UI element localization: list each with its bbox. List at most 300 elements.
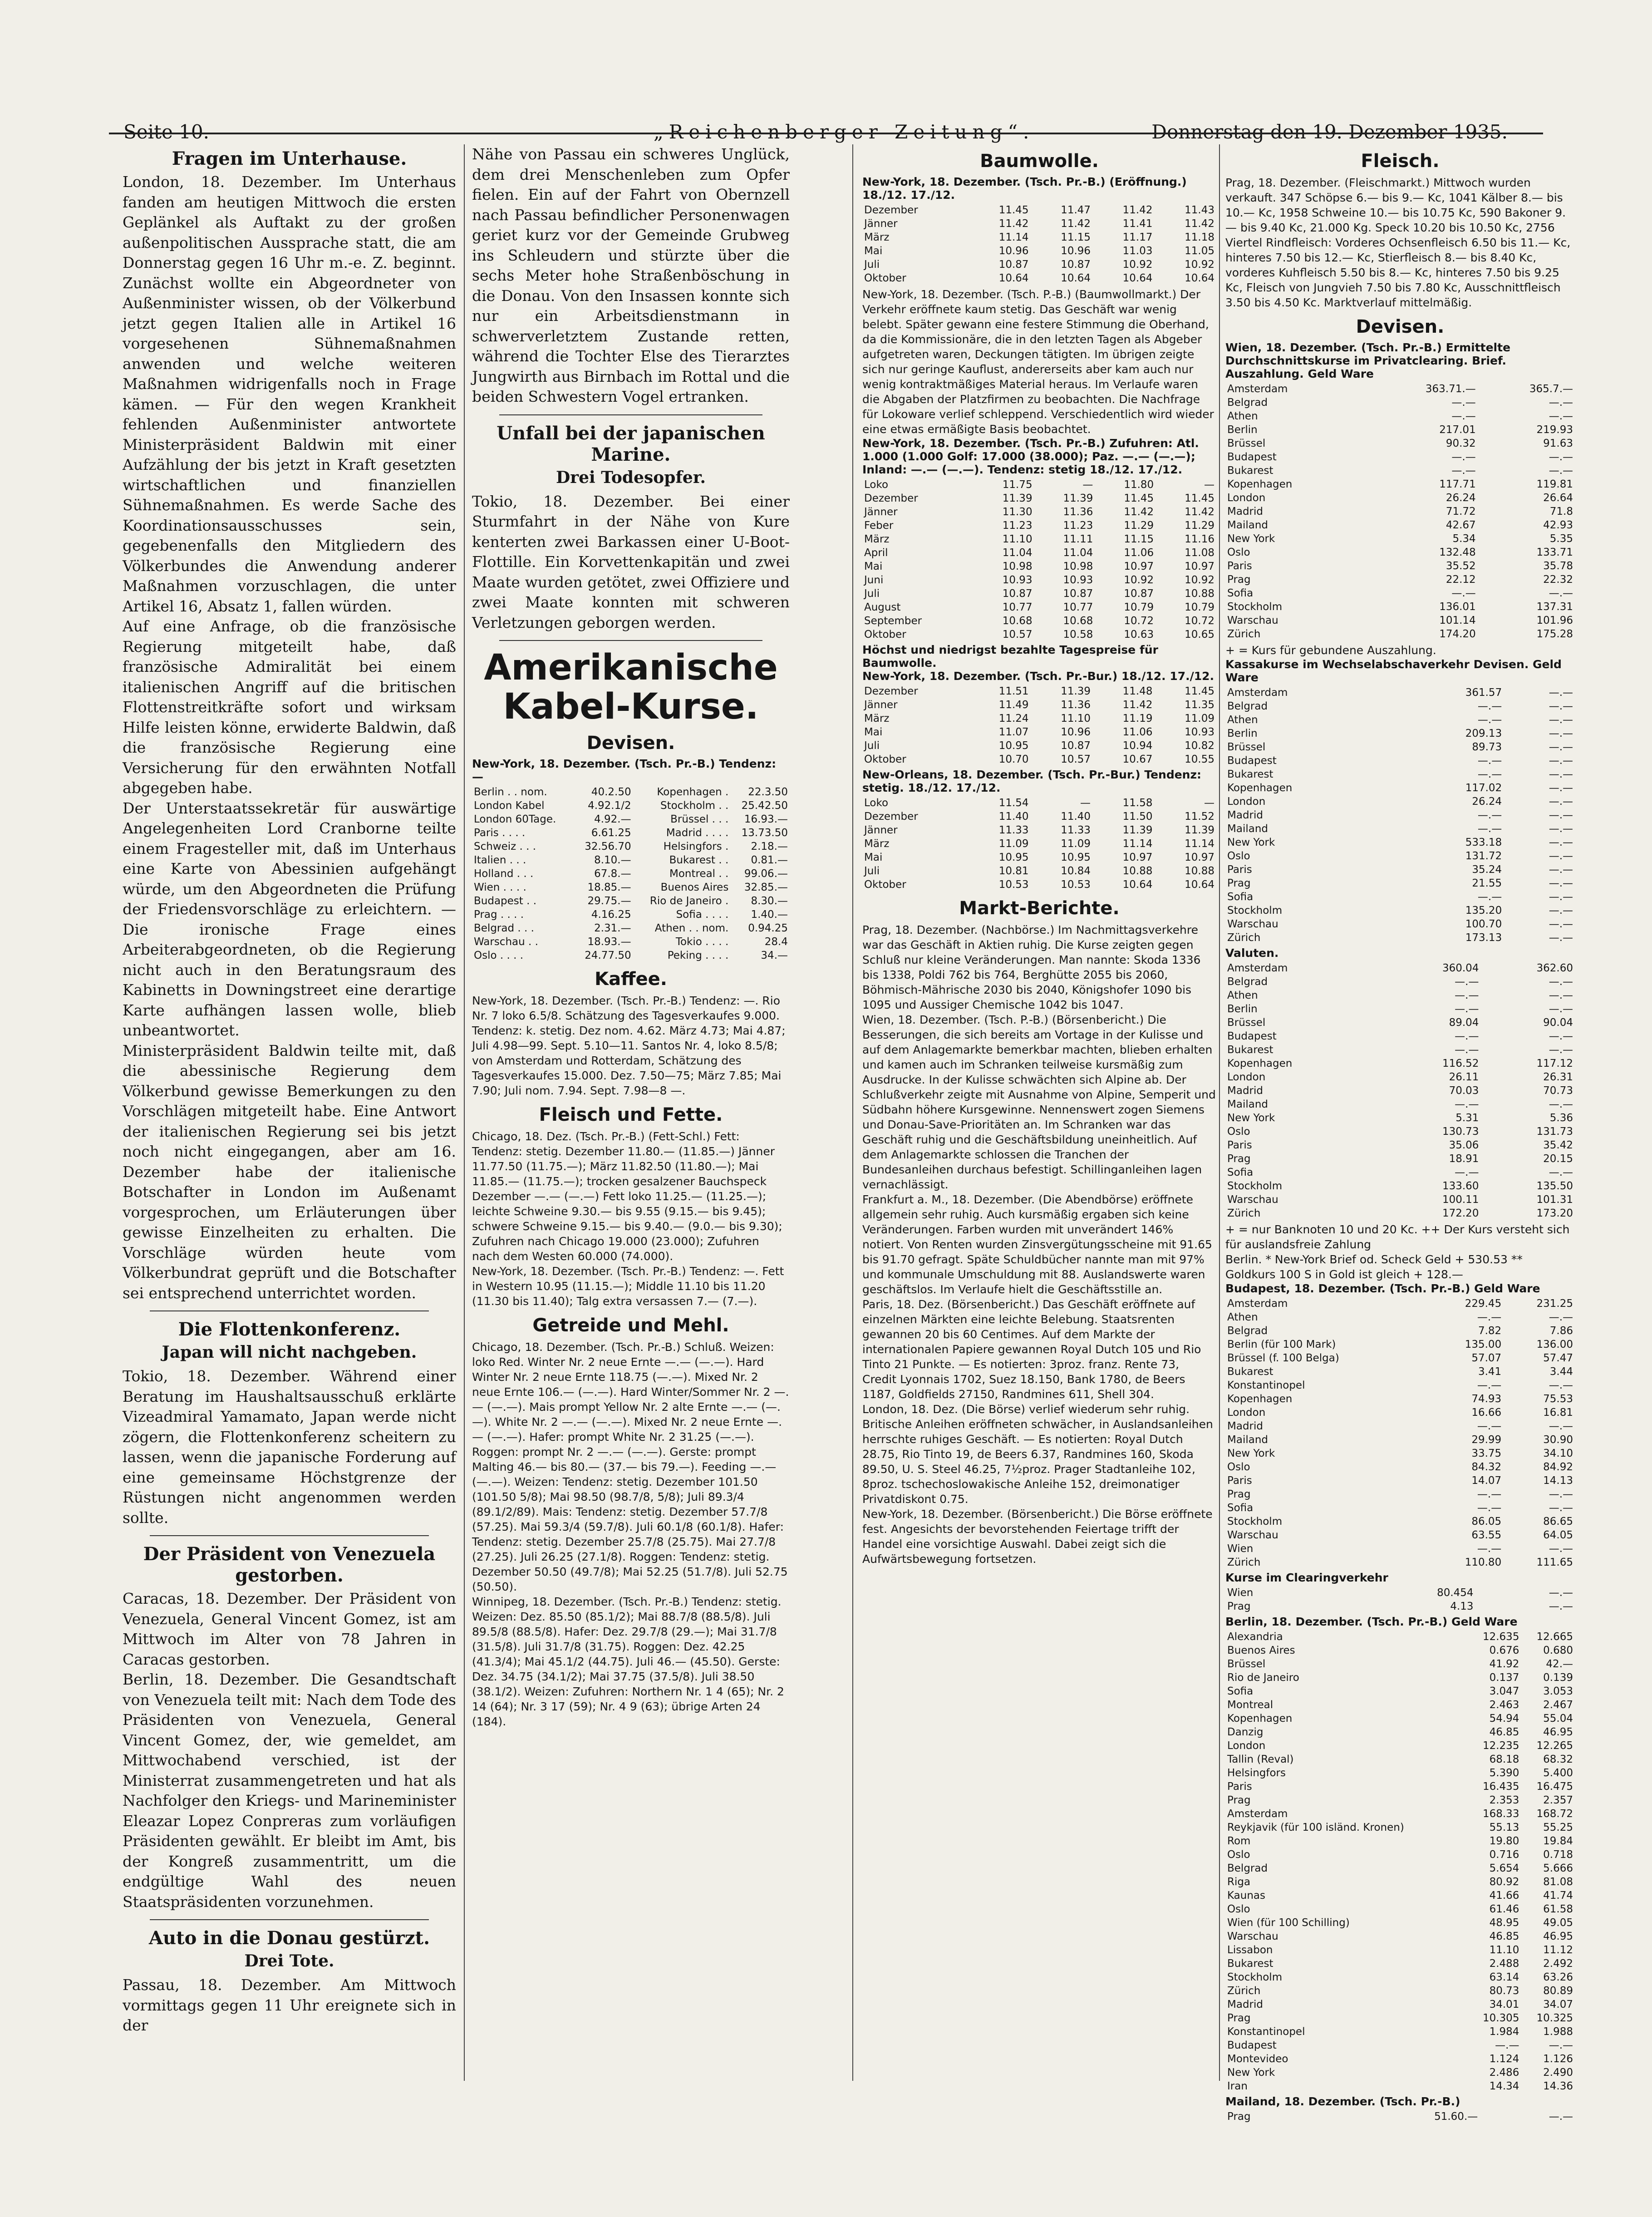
rate-value: —.— [1477,1311,1502,1323]
rate-value: 111.65 [1536,1557,1573,1568]
rate-value: 10.92 [1185,259,1214,271]
table-row [1225,1766,1575,1780]
row-label: Warschau [1227,918,1278,930]
table-row [1225,1460,1575,1474]
rates-table [1225,1297,1575,1569]
row-label: Oslo . . . . [474,950,524,961]
rate-value: 2.463 [1489,1699,1519,1711]
rate-value: Kopenhagen . [657,786,729,798]
table-row [1225,904,1575,917]
row-label: New York [1227,1112,1275,1124]
row-label: Budapest [1227,2040,1277,2051]
row-label: Athen [1227,714,1258,726]
rate-value: 135.20 [1465,905,1502,916]
rate-value: 11.06 [1124,547,1154,559]
rate-value: —.— [1549,877,1573,889]
rate-value: 51.60.— [1434,2111,1478,2123]
rate-value: 10.92 [1185,574,1214,586]
rate-value: 10.70 [998,754,1029,765]
rate-value: 11.07 [998,726,1029,738]
row-label: September [864,615,922,627]
table-header: New-Orleans, 18. Dezember. (Tsch. Pr.-Bur.) Tendenz: stetig. 18./12. 17./12. [862,768,1202,794]
rate-value: — [1204,797,1214,809]
row-label: Mailand [1227,823,1268,835]
article-subtitle: Japan will nicht nachgeben. [162,1343,417,1362]
rate-value: —.— [1549,796,1573,808]
rate-value: 10.95 [1061,852,1091,863]
table-row [472,881,790,894]
rate-value: 10.64 [1122,879,1153,891]
table-row [862,796,1216,810]
rate-value: —.— [1549,782,1573,794]
row-label: Budapest [1227,755,1277,767]
rate-value: 133.71 [1536,547,1573,558]
table-row [1225,1600,1575,1613]
table-row [1225,863,1575,877]
rate-value: —.— [1549,990,1573,1001]
table-row [1225,1379,1575,1392]
table-row [1225,1671,1575,1685]
table-row [862,685,1216,698]
rate-value: 26.64 [1543,492,1573,504]
rate-value: 11.39 [1063,493,1093,504]
rate-value: —.— [1451,410,1476,422]
rate-value: 57.07 [1471,1352,1502,1364]
rate-value: 11.40 [998,811,1029,823]
rate-value: 35.52 [1446,560,1476,572]
rate-value: 11.30 [1002,506,1032,518]
rate-value: 5.35 [1549,533,1573,545]
row-label: Amsterdam [1227,962,1288,974]
rate-value: 11.47 [1061,204,1091,216]
rate-value: 11.51 [998,685,1029,697]
rate-value: 175.28 [1536,628,1573,640]
table-row [1225,1916,1575,1930]
rate-value: 74.93 [1471,1393,1502,1405]
rate-value: 11.39 [1002,493,1032,504]
rate-value: —.— [1549,837,1573,848]
rate-value: 131.73 [1536,1126,1573,1138]
table-row [862,851,1216,864]
table-row [862,878,1216,892]
rate-value: 11.23 [1002,520,1032,532]
table-row [1225,1971,1575,1984]
row-label: Jänner [864,218,898,230]
rate-value: 71.8 [1549,506,1573,517]
table-header: Mailand, 18. Dezember. (Tsch. Pr.-B.) [1225,2095,1460,2108]
rate-value: — [1204,479,1214,491]
rate-value: 75.53 [1543,1393,1573,1405]
rate-value: Madrid . . . . [666,827,729,839]
table-row [1225,1002,1575,1016]
table-row [1225,1324,1575,1338]
row-label: Jänner [864,506,898,518]
section-title: Devisen. [586,733,675,754]
table-row [1225,877,1575,890]
rate-value: 70.73 [1543,1085,1573,1097]
row-label: Berlin (für 100 Mark) [1227,1339,1336,1350]
table-row [862,203,1216,217]
row-label: Schweiz . . . [474,841,536,852]
row-label: Helsingfors [1227,1767,1286,1779]
rate-value: 10.97 [1185,561,1214,572]
table-row [862,217,1216,231]
rate-value: 11.10 [1489,1944,1519,1956]
row-label: Amsterdam [1227,1298,1288,1310]
rate-value: 100.70 [1465,918,1502,930]
article-paragraph: Tokio, 18. Dezember. Bei einer Sturmfahrt in der Nähe von Kure kenterten zwei Barkassen einer U-Boot-Flottille. Ein Korvettenkapitän und zwei Maate wurden getötet, zwei Offiziere und zwei Maate konnten mit schweren Verletzungen geborgen werden. [472,492,790,631]
row-label: London 60Tage. [474,813,556,825]
rate-value: 18.91 [1449,1153,1479,1165]
rate-value: 35.24 [1472,864,1502,876]
rate-value: 21.55 [1472,877,1502,889]
row-label: London [1227,1071,1266,1083]
rate-value: —.— [1451,465,1476,477]
rate-value: 11.04 [1063,547,1093,559]
rate-value: 11.45 [1124,493,1154,504]
rate-value: 11.40 [1061,811,1091,823]
row-label: Juli [864,865,880,877]
table-row [862,587,1216,601]
table-row [1225,1179,1575,1193]
rate-value: 101.31 [1536,1194,1573,1206]
table-row [1225,1030,1575,1043]
row-label: Athen [1227,990,1258,1001]
article-title: Der Präsident von Venezuela gestorben. [143,1543,436,1586]
table-row [1225,975,1575,989]
rate-value: 32.56.70 [585,841,631,852]
rate-value: —.— [1477,700,1502,712]
table-row [472,894,790,908]
table-row [1225,1207,1575,1220]
column-rule [1219,144,1220,2081]
table-header: New-York, 18. Dezember. (Tsch. Pr.-Bur.) 18./12. 17./12. [862,670,1214,683]
article-paragraph: London, 18. Dezember. Im Unterhaus fanden am heutigen Mittwoch die ersten Geplänkel als Auftakt zu der großen außenpolitischen Aussprache statt, die am Donnerstag gegen 16 Uhr m.-e. Z. beginnt. Zunächst wollte ein Abgeordneter von Außenminister wissen, ob der Völkerbund jetzt gegen Italien alle in Artikel 16 vorgesehenen Sühnemaßnahmen anwenden und welche weiteren Maßnahmen widrigenfalls noch in Frage kämen. — Für den wegen Krankheit fehlenden Außenminister antwortete Ministerpräsident Baldwin mit einer Aufzählung der bis jetzt in Kraft gesetzten wirtschaftlichen und finanziellen Sühnemaßnahmen. Es werde Sache des Koordinationsausschusses sein, gegebenenfalls den Mitgliedern des Völkerbundes die Anwendung anderer Maßnahmen vorzuschlagen, die unter Artikel 16, Absatz 1, fallen würden. [123,173,456,615]
rate-value: 0.716 [1489,1849,1519,1861]
rate-value: 22.12 [1446,574,1476,586]
row-label: Brüssel [1227,438,1266,449]
table-row [1225,1297,1575,1310]
rate-value: 10.305 [1482,2012,1519,2024]
rates-table [1225,1586,1575,1613]
rate-value: 11.15 [1124,533,1154,545]
row-label: Mai [864,852,883,863]
table-row [1225,1698,1575,1712]
rate-value: 11.05 [1185,245,1214,257]
rate-value: 10.72 [1185,615,1214,627]
table-row [1225,1193,1575,1207]
rate-value: — [1080,797,1091,809]
header-rule [109,133,1543,134]
rate-value: 10.96 [998,245,1029,257]
rate-value: 8.10.— [594,854,631,866]
rate-value: 90.04 [1543,1017,1573,1029]
rate-value: 10.64 [998,272,1029,284]
rate-value: 360.04 [1442,962,1479,974]
row-label: Zürich [1227,932,1261,944]
rate-value: 10.98 [1002,561,1032,572]
row-label: Paris [1227,864,1252,876]
rate-value: 11.80 [1124,479,1154,491]
rate-value: —.— [1477,769,1502,780]
rate-value: 11.23 [1063,520,1093,532]
rate-value: 209.13 [1465,728,1502,739]
table-row [1225,1166,1575,1179]
table-note: + = Kurs für gebundene Auszahlung. [1225,644,1436,657]
table-row [472,813,790,826]
row-label: Madrid [1227,1085,1263,1097]
rate-value: 26.31 [1543,1071,1573,1083]
row-label: Prag [1227,1488,1251,1500]
row-label: April [864,547,888,559]
rate-value: 10.79 [1185,601,1214,613]
rate-value: 4.92.1/2 [588,800,631,812]
rate-value: 2.31.— [594,922,631,934]
rate-value: 11.43 [1185,204,1214,216]
table-row [1225,423,1575,437]
rate-value: 35.06 [1449,1139,1479,1151]
rate-value: 10.87 [1002,588,1032,600]
table-row [862,725,1216,739]
row-label: Warschau [1227,1194,1278,1206]
row-label: Dezember [864,204,918,216]
row-label: Prag [1227,877,1251,889]
rate-value: 55.13 [1489,1822,1519,1833]
table-row [862,231,1216,244]
row-label: Paris [1227,1139,1252,1151]
rate-value: 10.81 [998,865,1029,877]
row-label: Oktober [864,272,906,284]
rate-value: 12.665 [1536,1631,1573,1643]
rate-value: 12.265 [1536,1740,1573,1752]
rate-value: 35.42 [1543,1139,1573,1151]
table-row [472,949,790,962]
row-label: Danzig [1227,1726,1264,1738]
section-title: Fleisch und Fette. [539,1104,723,1125]
rate-value: Tokio . . . . [675,936,729,948]
rate-value: 229.45 [1465,1298,1502,1310]
rate-value: 11.10 [1061,713,1091,724]
table-row [1225,1528,1575,1542]
table-row [862,698,1216,712]
rate-value: 10.98 [1063,561,1093,572]
rate-value: 10.87 [1063,588,1093,600]
rate-value: 5.31 [1455,1112,1479,1124]
rate-value: 5.654 [1489,1862,1519,1874]
row-label: Prag [1227,1153,1251,1165]
rate-value: 41.74 [1543,1890,1573,1902]
rate-value: 10.88 [1185,588,1214,600]
row-label: London [1227,796,1266,808]
rate-value: —.— [1549,2111,1573,2123]
table-note: Berlin. * New-York Brief od. Scheck Geld + 530.53 ** Goldkurs 100 S in Gold ist gleich + 128.— [1225,1253,1523,1281]
column-4 [1225,144,1575,2123]
table-row [1225,1488,1575,1501]
rate-value: 16.475 [1536,1781,1573,1793]
table-row [1225,1875,1575,1889]
row-label: Rom [1227,1835,1251,1847]
article-title: Unfall bei der japanischen Marine. [497,422,765,465]
table-row [1225,2011,1575,2025]
rate-value: 34.01 [1489,1999,1519,2010]
rate-value: 18.85.— [587,882,631,893]
table-row [1225,1406,1575,1419]
rate-value: 46.85 [1489,1726,1519,1738]
row-label: Paris . . . . [474,827,526,839]
rate-value: 11.42 [998,218,1029,230]
rate-value: —.— [1455,1167,1479,1178]
rate-value: 5.34 [1452,533,1476,545]
row-label: Paris [1227,1781,1252,1793]
rate-value: —.— [1549,1003,1573,1015]
rate-value: 46.95 [1543,1931,1573,1942]
rates-table [1225,2110,1575,2123]
rate-value: 10.57 [1061,754,1091,765]
row-label: New York [1227,1448,1275,1459]
rate-value: 361.57 [1465,687,1502,699]
table-row [862,271,1216,285]
row-label: Zürich [1227,628,1261,640]
table-row [1225,532,1575,546]
table-row [1225,2025,1575,2039]
table-header: Valuten. [1225,946,1279,960]
table-row [1225,836,1575,849]
table-row [1225,1834,1575,1848]
table-row [472,935,790,949]
article-paragraph: Berlin, 18. Dezember. Die Gesandtschaft von Venezuela teilt mit: Nach dem Tode des Präsidenten von Venezuela, General Vincent Gomez, der, wie gemeldet, am Mittwochabend verschied, ist der Ministerrat zusammengetreten und hat als Nachfolger den Kriegs- und Marineminister Eleazar Lopez Conpreras zum vorläufigen Präsidenten gewählt. Er bleibt im Amt, bis der Kongreß zusammentritt, um die endgültige Wahl des neuen Staatspräsidenten vorzunehmen. [123,1670,456,1911]
row-label: Belgrad . . . [474,922,534,934]
rate-value: 81.08 [1543,1876,1573,1888]
rate-value: —.— [1455,1030,1479,1042]
market-report: Paris, 18. Dez. (Börsenbericht.) Das Geschäft eröffnete auf einzelnen Märkten eine leichte Belebung. Staatsrenten gewannen 20 bis 60 Centimes. Auf dem Markte der internationalen Papiere gewannen Royal Dutch 105 und Rio Tinto 21 Punkte. — Es notierten: 3proz. franz. Rente 73, Credit Lyonnais 1702, Suez 18.150, Bank 1780, de Beers 1187, Goldfields 27150, Randmines 611, Shell 304. [862,1298,1201,1401]
table-row [862,258,1216,271]
article-title: Fragen im Unterhause. [172,148,407,169]
rate-value: —.— [1549,809,1573,821]
table-row [1225,518,1575,532]
rate-value: 41.66 [1489,1890,1519,1902]
rate-value: —.— [1477,1379,1502,1391]
table-row [1225,1338,1575,1351]
rate-value: 80.92 [1489,1876,1519,1888]
table-row [1225,931,1575,945]
row-label: Juli [864,588,880,600]
row-label: Stockholm [1227,905,1283,916]
table-row [1225,1753,1575,1766]
rate-value: 10.88 [1122,865,1153,877]
row-label: Kopenhagen [1227,1713,1293,1724]
rate-value: 5.36 [1549,1112,1573,1124]
row-label: Wien (für 100 Schilling) [1227,1917,1350,1929]
rate-value: 11.24 [998,713,1029,724]
row-label: Oslo [1227,1903,1250,1915]
rate-value: —.— [1549,864,1573,876]
rate-value: —.— [1477,1488,1502,1500]
rate-value: 24.77.50 [585,950,631,961]
rate-value: 10.84 [1061,865,1091,877]
rate-value: 135.00 [1465,1339,1502,1350]
rate-value: 11.42 [1185,218,1214,230]
rate-value: 5.390 [1489,1767,1519,1779]
rate-value: 0.81.— [751,854,788,866]
row-label: Juli [864,259,880,271]
market-report: Chicago, 18. Dez. (Tsch. Pr.-B.) (Fett-Schl.) Fett: Tendenz: stetig. Dezember 11.80.— (11.85.—) Jänner 11.77.50 (11.75.—); März 11.82.50 (11.80.—); Mai 11.85.— (11.75.—); trocken gesalzener Bauchspeck Dezember —.— (—.—) Fett loko 11.25.— (11.25.—); leichte Schweine 9.30.— bis 9.55 (9.15.— bis 9.45); schwere Schweine 9.15.— bis 9.40.— (9.0.— bis 9.30); Zufuhren nach Chicago 19.000 (23.000); Zufuhren nach dem Westen 60.000 (74.000). [472,1130,782,1263]
row-label: Italien . . . [474,854,526,866]
rate-value: 14.13 [1543,1475,1573,1487]
rate-value: 11.03 [1122,245,1153,257]
rate-value: 219.93 [1536,424,1573,436]
rates-table [1225,1630,1575,2093]
rate-value: 11.12 [1543,1944,1573,1956]
row-label: New York [1227,2067,1275,2079]
row-label: Berlin . . nom. [474,786,547,798]
rate-value: —.— [1549,1379,1573,1391]
section-title: Markt-Berichte. [959,898,1120,919]
row-label: Mailand [1227,1099,1268,1110]
table-row [862,478,1216,492]
table-row [862,492,1216,505]
rates-table [862,796,1216,892]
table-row [862,560,1216,573]
rate-value: —.— [1549,397,1573,409]
rate-value: 11.29 [1185,520,1214,532]
row-label: Wien [1227,1587,1254,1599]
rate-value: 10.53 [1061,879,1091,891]
table-row [862,823,1216,837]
section-title: Getreide und Mehl. [532,1315,729,1336]
row-label: Berlin [1227,424,1258,436]
rate-value: Peking . . . . [667,950,729,961]
row-label: Belgrad [1227,397,1268,409]
table-row [1225,1586,1575,1600]
rate-value: 173.20 [1536,1207,1573,1219]
issue-date: Donnerstag den 19. Dezember 1935. [1151,121,1508,143]
rate-value: —.— [1549,1601,1573,1612]
row-label: Bukarest [1227,1958,1273,1970]
rate-value: 32.85.— [744,882,788,893]
article-separator [150,1919,429,1920]
row-label: Juni [864,574,884,586]
rate-value: —.— [1549,1099,1573,1110]
row-label: Loko [864,797,889,809]
rates-table [472,785,790,962]
rate-value: 22.32 [1543,574,1573,586]
table-header: New-York, 18. Dezember. (Tsch. Pr.-B.) (Eröffnung.) 18./12. 17./12. [862,175,1187,202]
row-label: Budapest . . [474,895,537,907]
rate-value: 11.52 [1185,811,1214,823]
rate-value: 0.680 [1543,1645,1573,1656]
table-row [862,244,1216,258]
rate-value: 1.40.— [751,909,788,921]
row-label: Budapest [1227,1030,1277,1042]
market-report: Frankfurt a. M., 18. Dezember. (Die Abendbörse) eröffnete allgemein sehr ruhig. Auch kursmäßig ergaben sich keine Veränderungen. Farben wurden mit unverändert 146% notiert. Von Renten wurden Zinsvergütungsscheine mit 91.65 bis 91.70 gefragt. Späte Schuldbücher nannte man mit 97% und kommunale Umschuldung mit 88. Auslandswerte waren geschäftslos. Im Verlaufe hielt die Geschäftsstille an. [862,1193,1212,1296]
rate-value: 11.58 [1122,797,1153,809]
article-paragraph: Nähe von Passau ein schweres Unglück, dem drei Menschenleben zum Opfer fielen. Ein auf der Fahrt von Obernzell nach Passau befindlicher Personenwagen geriet kurz vor der Gemeinde Grubweg ins Schleudern und stürzte über die sechs Meter hohe Straßenböschung in die Donau. Von den Insassen konnte sich nur ein Arbeitsdienstmann in schwerverletztem Zustande retten, während die Tochter Else des Tierarztes Jungwirth aus Birnbach im Rottal und die beiden Schwestern Vogel ertranken. [472,145,790,405]
table-row [1225,614,1575,627]
row-label: Kopenhagen [1227,1393,1293,1405]
rate-value: 2.492 [1543,1958,1573,1970]
rate-value: 4.13 [1450,1601,1474,1612]
rate-value: 217.01 [1439,424,1476,436]
rate-value: 11.45 [1185,685,1214,697]
rate-value: 8.30.— [751,895,788,907]
rate-value: 11.29 [1124,520,1154,532]
table-row [1225,1501,1575,1515]
row-label: Stockholm [1227,1516,1283,1527]
rate-value: —.— [1549,769,1573,780]
row-label: Mailand [1227,1434,1268,1446]
rate-value: 10.79 [1124,601,1154,613]
rate-value: 10.97 [1185,852,1214,863]
